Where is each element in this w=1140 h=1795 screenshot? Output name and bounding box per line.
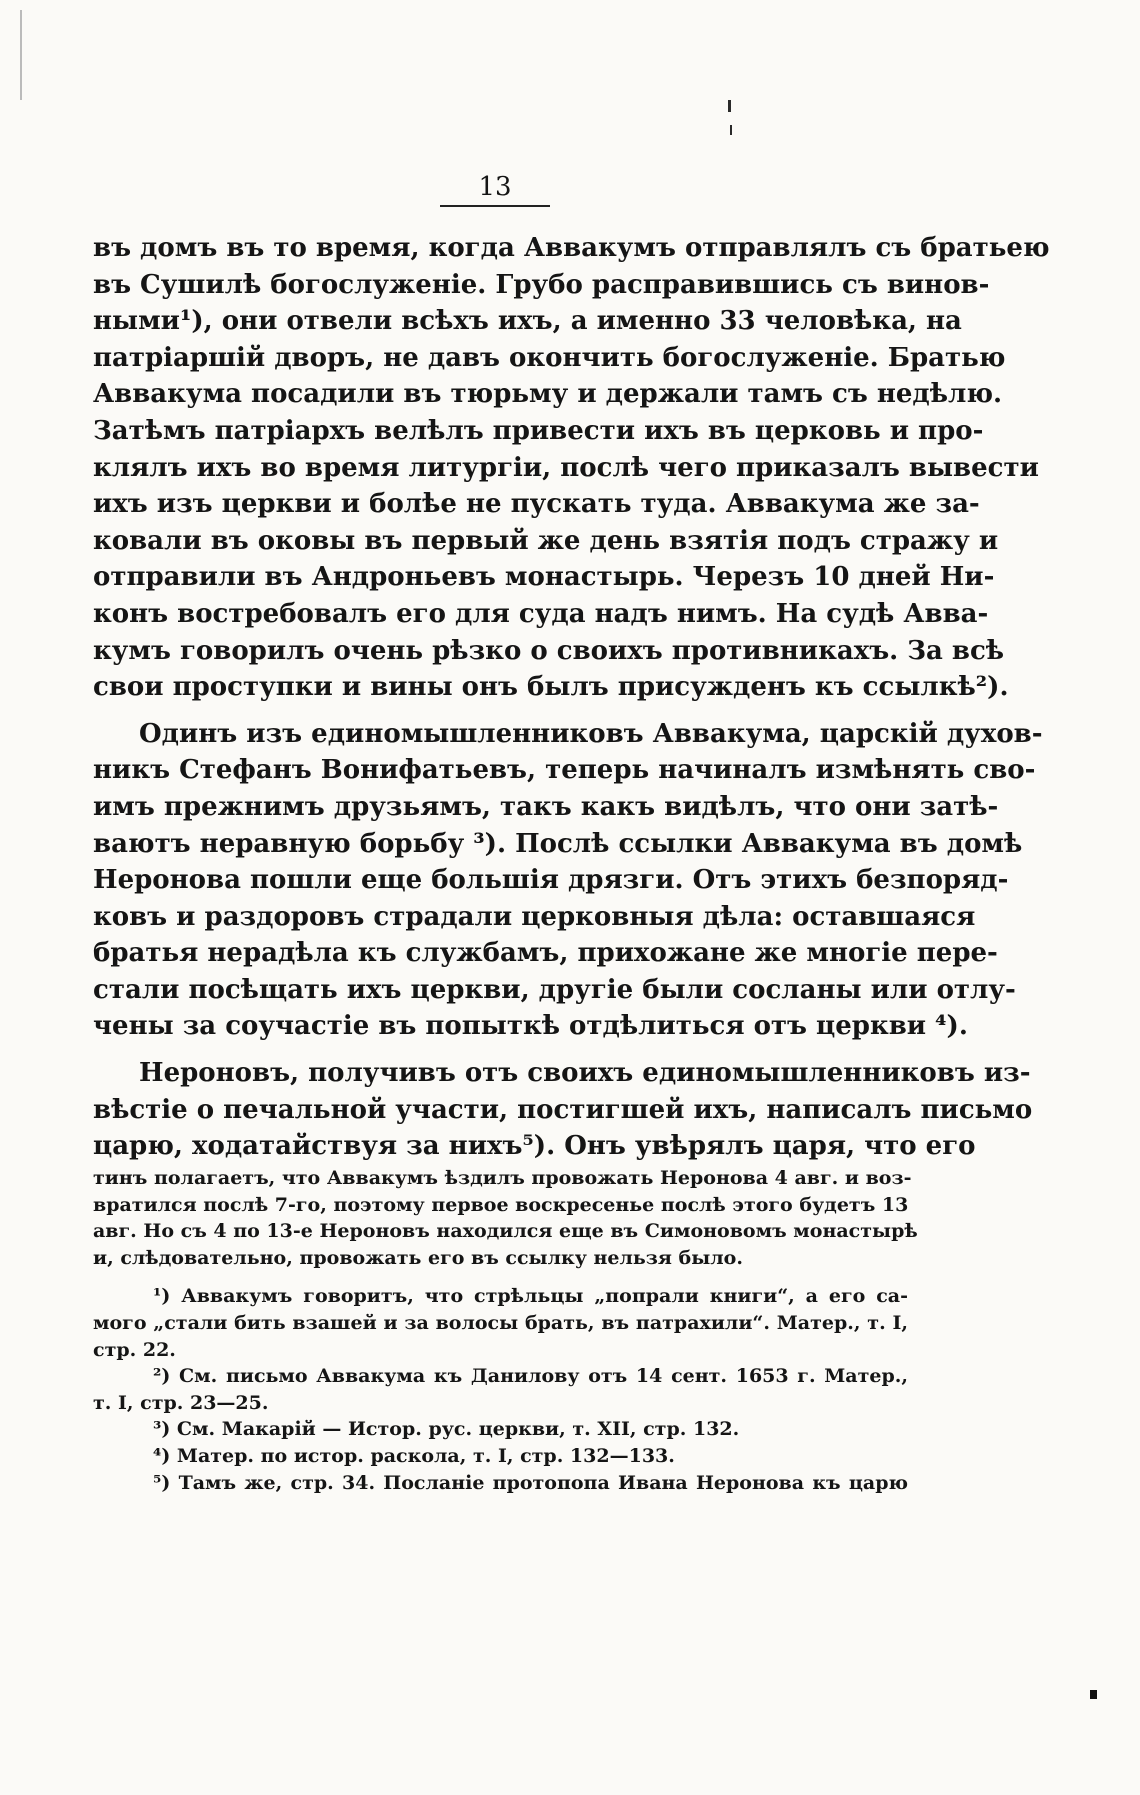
footnote-line: авг. Но съ 4 по 13-е Нероновъ находился еще въ Симоновомъ монастырѣ xyxy=(93,1220,918,1243)
footnote-line: ²) См. письмо Аввакума къ Данилову отъ 14 сент. 1653 г. Матер., xyxy=(153,1365,908,1388)
text-line: Нероновъ, получивъ отъ своихъ единомышленниковъ из- xyxy=(139,1058,1031,1089)
text-line: Затѣмъ патріархъ велѣлъ привести ихъ въ церковь и про- xyxy=(93,415,984,446)
text-line: патріаршій дворъ, не давъ окончить богослуженіе. Братью xyxy=(93,342,1006,373)
page-number-rule xyxy=(440,205,550,207)
text-line: ихъ изъ церкви и болѣе не пускать туда. Аввакума же за- xyxy=(93,489,980,520)
text-line: Аввакума посадили въ тюрьму и держали тамъ съ недѣлю. xyxy=(93,379,1003,410)
text-line: Одинъ изъ единомышленниковъ Аввакума, царскій духов- xyxy=(139,718,1043,749)
footnotes xyxy=(93,1165,918,1496)
footnote-line: ⁴) Матер. по истор. раскола, т. I, стр. 132—133. xyxy=(153,1444,675,1467)
text-line: ными¹), они отвели всѣхъ ихъ, а именно 33 человѣка, на xyxy=(93,306,962,337)
footnote-line: т. I, стр. 23—25. xyxy=(93,1391,269,1414)
footnote-line: мого „стали бить взашей и за волосы брать, въ патрахили“. Матер., т. I, xyxy=(93,1311,908,1334)
footnote-line: ³) См. Макарій — Истор. рус. церкви, т. XII, стр. 132. xyxy=(153,1418,740,1441)
text-line: стали посѣщать ихъ церкви, другіе были сосланы или отлу- xyxy=(93,974,1016,1005)
scan-artifact xyxy=(20,10,22,100)
text-line: никъ Стефанъ Вонифатьевъ, теперь начиналъ измѣнять сво- xyxy=(93,755,1036,786)
scan-artifact xyxy=(1090,1690,1097,1699)
text-line: ваютъ неравную борьбу ³). Послѣ ссылки Аввакума въ домѣ xyxy=(93,828,1023,859)
text-line: въ домъ въ то время, когда Аввакумъ отправлялъ съ братьею xyxy=(93,233,1050,263)
scan-artifact xyxy=(728,100,731,112)
text-line: клялъ ихъ во время литургіи, послѣ чего приказалъ вывести xyxy=(93,452,1039,483)
text-line: конъ востребовалъ его для суда надъ нимъ. На судѣ Авва- xyxy=(93,598,989,629)
text-line: ковъ и раздоровъ страдали церковныя дѣла: оставшаяся xyxy=(93,901,976,932)
text-line: Неронова пошли еще большія дрязги. Отъ этихъ безпоряд- xyxy=(93,865,1009,896)
text-line: отправили въ Андроньевъ монастырь. Черезъ 10 дней Ни- xyxy=(93,562,995,593)
footnote-line: ⁵) Тамъ же, стр. 34. Посланіе протопопа Ивана Неронова къ царю xyxy=(153,1471,908,1494)
footnote-line: тинъ полагаетъ, что Аввакумъ ѣздилъ провожать Неронова 4 авг. и воз- xyxy=(93,1167,912,1189)
footnote-line: и, слѣдовательно, провожать его въ ссылку нельзя было. xyxy=(93,1246,743,1269)
page-number: 13 xyxy=(478,172,512,202)
scan-artifact xyxy=(730,125,732,135)
footnote-line: ¹) Аввакумъ говоритъ, что стрѣльцы „попрали книги“, а его са- xyxy=(153,1285,908,1308)
main-text xyxy=(93,230,1050,1165)
text-line: свои проступки и вины онъ былъ присужденъ къ ссылкѣ²). xyxy=(93,672,1009,703)
footnote-line: вратился послѣ 7-го, поэтому первое воскресенье послѣ этого будетъ 13 xyxy=(93,1193,909,1216)
text-line: вѣстіе о печальной участи, постигшей ихъ, написалъ письмо xyxy=(93,1094,1033,1125)
text-line: имъ прежнимъ друзьямъ, такъ какъ видѣлъ, что они затѣ- xyxy=(93,791,999,822)
text-line: чены за соучастіе въ попыткѣ отдѣлиться отъ церкви ⁴). xyxy=(93,1011,968,1042)
text-line: въ Сушилѣ богослуженіе. Грубо расправившись съ винов- xyxy=(93,269,990,300)
text-line: ковали въ оковы въ первый же день взятія подъ стражу и xyxy=(93,525,999,556)
text-line: братья нерадѣла къ службамъ, прихожане же многіе пере- xyxy=(93,938,998,969)
text-line: царю, ходатайствуя за нихъ⁵). Онъ увѣрялъ царя, что его xyxy=(93,1131,976,1162)
text-line: кумъ говорилъ очень рѣзко о своихъ противникахъ. За всѣ xyxy=(93,635,1005,666)
footnote-line: стр. 22. xyxy=(93,1338,176,1361)
